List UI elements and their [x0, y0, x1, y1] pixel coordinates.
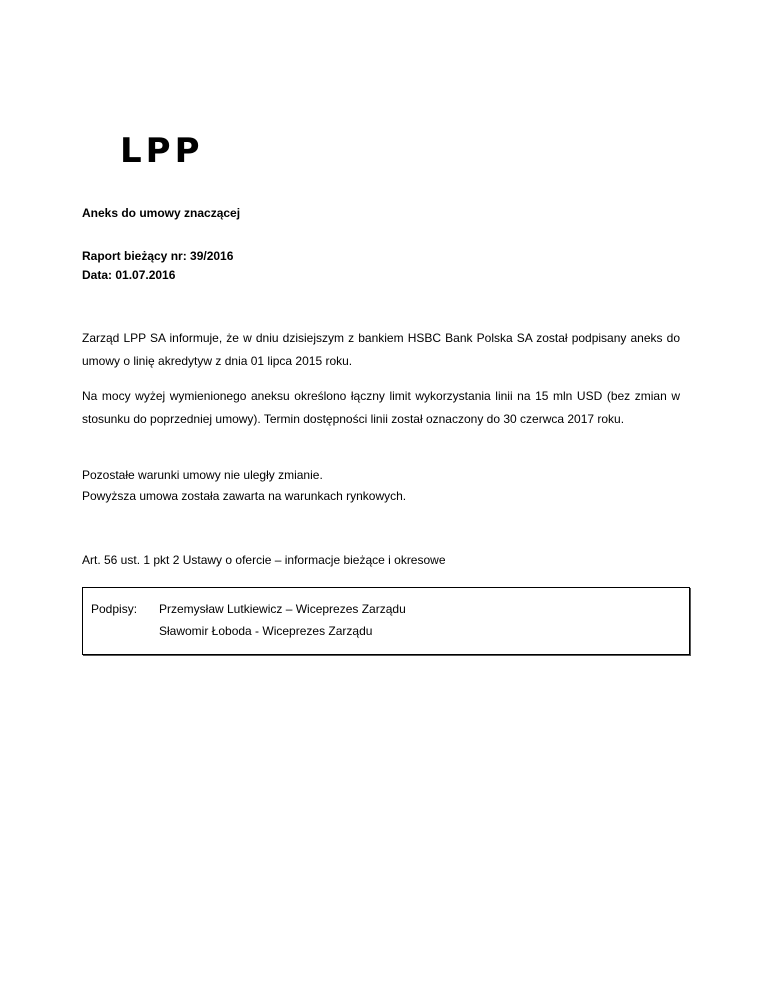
- document-title: Aneks do umowy znaczącej: [82, 206, 241, 220]
- signer-1: Przemysław Lutkiewicz – Wiceprezes Zarządu: [159, 602, 406, 616]
- report-date: Data: 01.07.2016: [82, 268, 176, 282]
- paragraph-terms: Pozostałe warunki umowy nie uległy zmianie.: [82, 468, 323, 482]
- company-logo: LPP: [120, 131, 204, 171]
- signer-2: Sławomir Łoboda - Wiceprezes Zarządu: [159, 624, 373, 638]
- signatures-label: Podpisy:: [91, 602, 138, 616]
- paragraph-market-conditions: Powyższa umowa została zawarta na warunkach rynkowych.: [82, 489, 407, 503]
- paragraph-limit: Na mocy wyżej wymienionego aneksu określono łączny limit wykorzystania linii na 15 mln USD (bez zmian w stosunku do poprzedniej umowy). Termin dostępności linii został oznaczony do 30 czerwca 2017 roku.: [82, 389, 680, 426]
- paragraph-announcement: Zarząd LPP SA informuje, że w dniu dzisiejszym z bankiem HSBC Bank Polska SA został podpisany aneks do umowy o linię akredytyw z dnia 01 lipca 2015 roku.: [82, 331, 680, 368]
- signatures-box: [82, 587, 690, 655]
- report-number: Raport bieżący nr: 39/2016: [82, 249, 234, 263]
- legal-basis: Art. 56 ust. 1 pkt 2 Ustawy o ofercie – informacje bieżące i okresowe: [82, 553, 446, 567]
